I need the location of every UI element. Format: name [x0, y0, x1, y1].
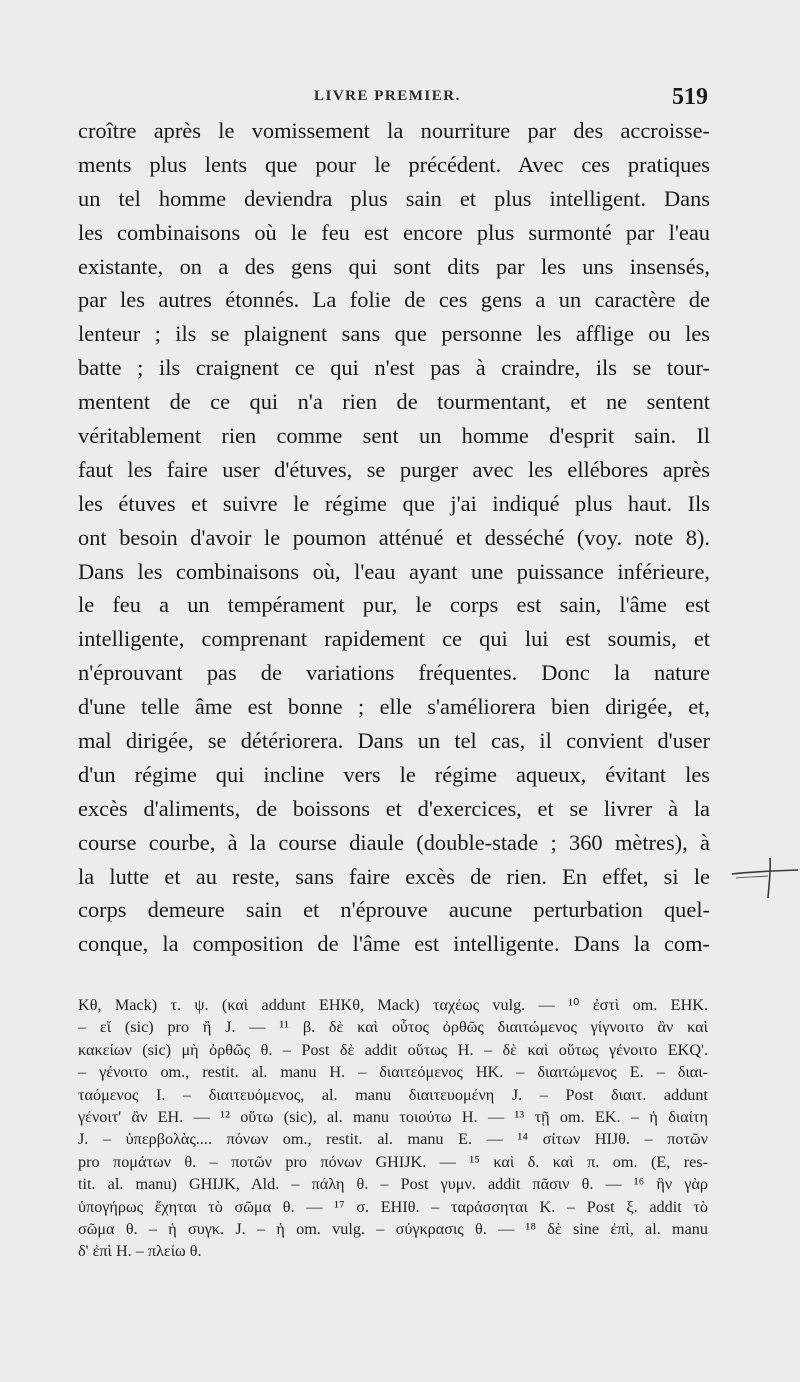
footnotes	[78, 994, 708, 1263]
body-line: ments plus lents que pour le précédent. Avec ces pratiques	[78, 151, 710, 177]
body-line: la lutte et au reste, sans faire excès de rien. En effet, si le	[78, 863, 710, 889]
body-line: véritablement rien comme sent un homme d'esprit sain. Il	[78, 423, 710, 449]
body-line: le feu a un tempérament pur, le corps est sain, l'âme est	[78, 592, 710, 618]
body-line: mal dirigée, se détériorera. Dans un tel cas, il convient d'user	[78, 728, 710, 754]
footnote-line: ταόμενος I. – διαιτευόμενος, al. manu διαιτευομένη J. – Post διαιτ. addunt	[78, 1085, 708, 1104]
body-text	[78, 114, 710, 961]
body-line: d'une telle âme est bonne ; elle s'améliorera bien dirigée, et,	[78, 694, 710, 720]
footnote-line: J. – ὑπερβολὰς.... πόνων om., restit. al. manu E. — ¹⁴ σίτων HIJθ. – ποτῶν	[78, 1130, 708, 1149]
footnote-line: δ' ἐπὶ H. – πλείω θ.	[78, 1242, 202, 1261]
footnote-line: – γένοιτο om., restit. al. manu H. – διαιτεόμενος HK. – διαιτώμενος E. – διαι-	[78, 1063, 708, 1082]
body-line: les étuves et suivre le régime que j'ai indiqué plus haut. Ils	[78, 490, 710, 516]
body-line: Dans les combinaisons où, l'eau ayant une puissance inférieure,	[78, 558, 710, 584]
footnote-line: Kθ, Mack) τ. ψ. (καὶ addunt EHKθ, Mack) ταχέως vulg. — ¹⁰ ἐστὶ om. EHK.	[78, 996, 708, 1014]
body-line: par les autres étonnés. La folie de ces gens a un caractère de	[78, 287, 710, 313]
margin-pencil-mark	[730, 852, 800, 902]
footnote-line: pro πομάτων θ. – ποτῶν pro πόνων GHIJK. — ¹⁵ καὶ δ. καὶ π. om. (E, res-	[78, 1152, 708, 1171]
footnote-line: ὑπογήρως ἔχηται τὸ σῶμα θ. — ¹⁷ σ. EHIθ. – ταράσσηται K. – Post ξ. addit τὸ	[78, 1197, 708, 1216]
body-line: intelligente, comprenant rapidement ce qui lui est soumis, et	[78, 626, 710, 652]
footnote-line: κακείων (sic) μὴ ὀρθῶς θ. – Post δὲ addit οὕτως H. – δὲ καὶ οὕτως γένοιτο EKQ'.	[78, 1040, 708, 1059]
body-line: un tel homme deviendra plus sain et plus intelligent. Dans	[78, 185, 710, 211]
body-line: lenteur ; ils se plaignent sans que personne les afflige ou les	[78, 321, 710, 347]
body-line: excès d'aliments, de boissons et d'exercices, et se livrer à la	[78, 795, 710, 821]
body-line: mentent de ce qui n'a rien de tourmentant, et ne sentent	[78, 389, 710, 415]
body-line: ont besoin d'avoir le poumon atténué et desséché (voy. note 8).	[78, 524, 710, 550]
footnote-line: tit. al. manu) GHIJK, Ald. – πάλη θ. – Post γυμν. addit πᾶσιν θ. — ¹⁶ ἣν γὰρ	[78, 1175, 708, 1194]
footnote-line: γένοιτ' ἂν EH. — ¹² οὕτω (sic), al. manu τοιούτω H. — ¹³ τῇ om. EK. – ἡ διαίτη	[78, 1107, 708, 1126]
body-line: batte ; ils craignent ce qui n'est pas à craindre, ils se tour-	[78, 355, 710, 381]
body-line: existante, on a des gens qui sont dits par les uns insensés,	[78, 253, 710, 279]
body-line: faut les faire user d'étuves, se purger avec les ellébores après	[78, 456, 710, 482]
page-number: 519	[672, 84, 708, 110]
body-line: les combinaisons où le feu est encore plus surmonté par l'eau	[78, 219, 710, 245]
footnote-line: σῶμα θ. – ἡ συγκ. J. – ἡ om. vulg. – σύγκρασις θ. — ¹⁸ δὲ sine ἐπὶ, al. manu	[78, 1219, 708, 1238]
body-line: d'un régime qui incline vers le régime aqueux, évitant les	[78, 761, 710, 787]
running-title: LIVRE PREMIER.	[314, 88, 461, 104]
body-line: course courbe, à la course diaule (double-stade ; 360 mètres), à	[78, 829, 710, 855]
footnote-line: – εἴ (sic) pro ἢ J. — ¹¹ β. δὲ καὶ οὗτος ὀρθῶς διαιτώμενος γίγνοιτο ἂν καὶ	[78, 1018, 708, 1037]
body-line: conque, la composition de l'âme est intelligente. Dans la com-	[78, 931, 710, 957]
body-line: corps demeure sain et n'éprouve aucune perturbation quel-	[78, 897, 710, 923]
body-line: n'éprouvant pas de variations fréquentes. Donc la nature	[78, 660, 710, 686]
running-head	[78, 84, 710, 110]
body-line: croître après le vomissement la nourriture par des accroisse-	[78, 118, 710, 143]
